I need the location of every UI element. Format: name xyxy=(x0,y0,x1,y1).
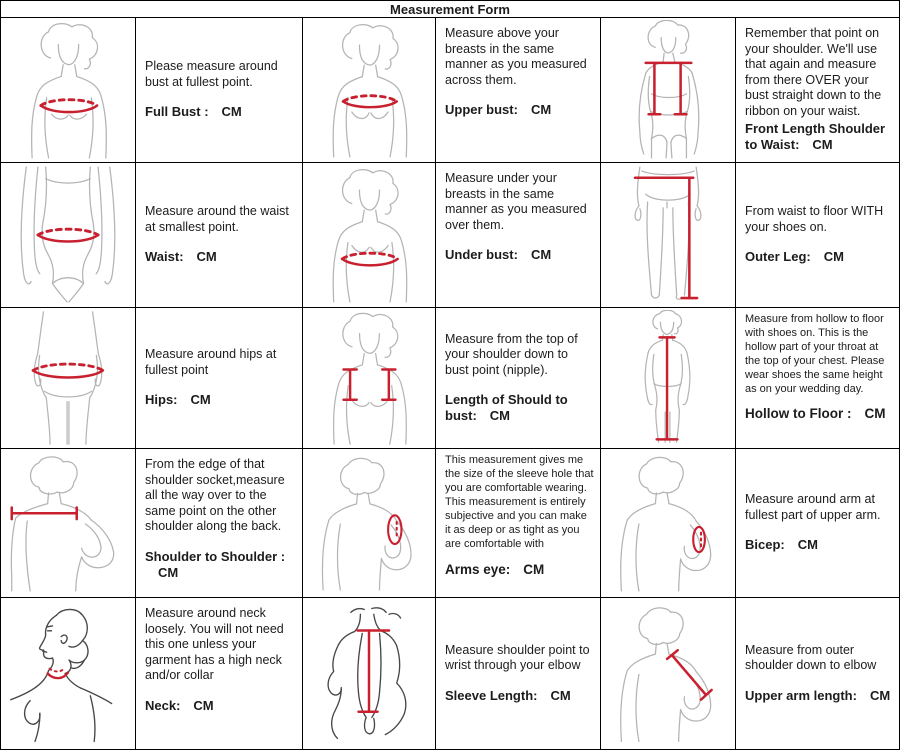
outer-leg-instructions: From waist to floor WITH your shoes on. xyxy=(745,204,884,234)
cell-full-bust xyxy=(136,18,303,163)
front-length-shoulder-to-waist-figure xyxy=(603,20,733,160)
arms-eye-label: Arms eye: CM xyxy=(445,561,545,577)
unit-cm: CM xyxy=(869,687,891,703)
hips-instructions: Measure around hips at fullest point xyxy=(145,347,277,377)
waist-figure xyxy=(3,165,133,305)
upper-bust-label: Upper bust: CM xyxy=(445,102,552,117)
unit-cm: CM xyxy=(550,687,571,703)
full-bust-instructions: Please measure around bust at fullest point. xyxy=(145,59,278,89)
cell-shoulder-to-bust xyxy=(436,308,601,449)
hollow-to-floor-label: Hollow to Floor : CM xyxy=(745,406,886,422)
neck-label: Neck: CM xyxy=(145,697,214,713)
outer-leg-figure xyxy=(603,165,733,305)
cell-under-bust xyxy=(436,163,601,308)
cell-figure-hips xyxy=(1,308,136,449)
cell-figure-full-bust xyxy=(1,18,136,163)
hips-label: Hips: CM xyxy=(145,392,211,408)
unit-cm: CM xyxy=(196,249,217,265)
cell-figure-shoulder-to-shoulder xyxy=(1,449,136,598)
waist-instructions: Measure around the waist at smallest point. xyxy=(145,204,289,234)
unit-cm: CM xyxy=(530,102,552,117)
sleeve-length-figure xyxy=(305,600,433,747)
cell-upper-arm-length xyxy=(736,598,900,749)
sleeve-length-label: Sleeve Length: CM xyxy=(445,687,571,703)
cell-bicep xyxy=(736,449,900,598)
cell-figure-waist xyxy=(1,163,136,308)
cell-figure-sleeve-length xyxy=(303,598,436,749)
shoulder-to-bust-instructions: Measure from the top of your shoulder down to bust point (nipple). xyxy=(445,331,578,377)
shoulder-to-bust-label: Length of Should to bust: CM xyxy=(445,392,568,424)
unit-cm: CM xyxy=(523,561,545,577)
front-length-instructions: Remember that point on your shoulder. We'll use that again and measure from there OVER your bust straight down to the ribbon on your waist. xyxy=(745,26,882,118)
unit-cm: CM xyxy=(221,104,242,120)
page-title: Measurement Form xyxy=(390,1,510,17)
upper-bust-instructions: Measure above your breasts in the same manner as you measured across them. xyxy=(445,26,587,87)
hollow-to-floor-figure xyxy=(603,310,733,446)
cell-figure-neck xyxy=(1,598,136,749)
measurement-grid xyxy=(1,18,899,749)
neck-instructions: Measure around neck loosely. You will not need this one unless your garment has a high neck and/or collar xyxy=(145,606,284,682)
front-length-label: Front Length Shoulder to Waist: CM xyxy=(745,121,886,153)
unit-cm: CM xyxy=(797,537,818,553)
cell-figure-front-length xyxy=(601,18,736,163)
cell-outer-leg xyxy=(736,163,900,308)
cell-figure-outer-leg xyxy=(601,163,736,308)
cell-shoulder-to-shoulder xyxy=(136,449,303,598)
cell-hollow-to-floor xyxy=(736,308,900,449)
unit-cm: CM xyxy=(489,408,510,424)
waist-label: Waist: CM xyxy=(145,249,217,265)
neck-figure xyxy=(3,600,133,747)
bicep-label: Bicep: CM xyxy=(745,537,818,553)
cell-waist xyxy=(136,163,303,308)
unit-cm: CM xyxy=(193,697,214,713)
form-title-bar xyxy=(1,1,899,18)
cell-neck xyxy=(136,598,303,749)
under-bust-instructions: Measure under your breasts in the same manner as you measured over them. xyxy=(445,171,587,232)
cell-figure-bicep xyxy=(601,449,736,598)
cell-figure-upper-arm-length xyxy=(601,598,736,749)
upper-arm-length-label: Upper arm length: CM xyxy=(745,687,891,703)
cell-arms-eye xyxy=(436,449,601,598)
unit-cm: CM xyxy=(823,249,844,265)
cell-figure-shoulder-to-bust xyxy=(303,308,436,449)
shoulder-to-shoulder-instructions: From the edge of that shoulder socket,measure all the way over to the same point on the other shoulder along the back. xyxy=(145,457,285,533)
cell-figure-arms-eye xyxy=(303,449,436,598)
upper-arm-length-instructions: Measure from outer shoulder down to elbow xyxy=(745,642,877,673)
cell-figure-under-bust xyxy=(303,163,436,308)
bicep-instructions: Measure around arm at fullest part of upper arm. xyxy=(745,492,881,522)
unit-cm: CM xyxy=(190,392,211,408)
sleeve-length-instructions: Measure shoulder point to wrist through your elbow xyxy=(445,642,590,673)
hips-figure xyxy=(3,310,133,446)
unit-cm: CM xyxy=(812,137,833,153)
shoulder-to-shoulder-label: Shoulder to Shoulder :CM xyxy=(145,548,286,580)
under-bust-label: Under bust: CM xyxy=(445,247,552,262)
shoulder-to-shoulder-figure xyxy=(3,451,133,595)
upper-bust-figure xyxy=(305,20,433,160)
cell-front-length xyxy=(736,18,900,163)
cell-figure-hollow-to-floor xyxy=(601,308,736,449)
unit-cm: CM xyxy=(158,564,179,580)
unit-cm: CM xyxy=(530,247,552,262)
under-bust-figure xyxy=(305,165,433,305)
hollow-to-floor-instructions: Measure from hollow to floor with shoes on. This is the hollow part of your throat at the top of your chest. Please wear shoes the same height as on your wedding day. xyxy=(745,313,885,396)
cell-sleeve-length xyxy=(436,598,601,749)
outer-leg-label: Outer Leg: CM xyxy=(745,249,844,265)
arms-eye-instructions: This measurement gives me the size of the sleeve hole that you are comfortable wearing. This measurement is entirely subjective and you can make it as deep or as tight as you are comfortable with xyxy=(445,454,594,551)
cell-upper-bust xyxy=(436,18,601,163)
arms-eye-figure xyxy=(305,451,433,595)
bicep-figure xyxy=(603,451,733,595)
full-bust-label: Full Bust : CM xyxy=(145,104,242,120)
cell-figure-upper-bust xyxy=(303,18,436,163)
upper-arm-length-figure xyxy=(603,600,733,747)
full-bust-figure xyxy=(3,20,133,160)
unit-cm: CM xyxy=(864,406,886,422)
cell-hips xyxy=(136,308,303,449)
shoulder-to-bust-figure xyxy=(305,310,433,446)
